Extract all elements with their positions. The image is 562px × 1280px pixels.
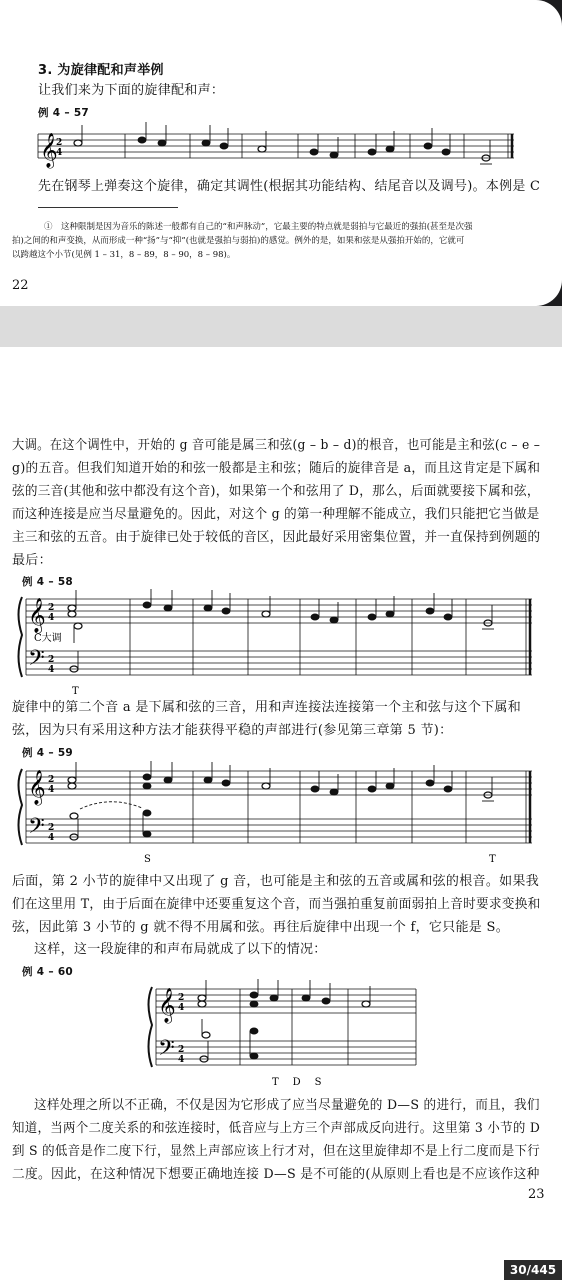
page-number: 23 <box>528 1187 545 1202</box>
function-label: T <box>489 854 496 865</box>
svg-text:4: 4 <box>48 613 55 623</box>
page-22 <box>0 0 562 306</box>
text-line: 这样处理之所以不正确，不仅是因为它形成了应当尽量避免的 D—S 的进行，而且，我们 <box>34 1098 540 1113</box>
section-heading: 3. 为旋律配和声举例 <box>38 63 164 78</box>
svg-text:4: 4 <box>56 148 63 158</box>
treble-clef-icon: 𝄞 <box>158 988 176 1023</box>
page-number: 22 <box>12 278 29 293</box>
svg-text:2: 2 <box>178 993 185 1003</box>
svg-text:2: 2 <box>48 655 55 665</box>
function-label: S <box>144 854 151 865</box>
svg-text:4: 4 <box>178 1055 185 1065</box>
text-line: 弦，因为只有采用这种方法才能获得平稳的声部进行(参见第三章第 5 节)： <box>12 723 453 738</box>
svg-text:4: 4 <box>178 1003 185 1013</box>
paragraph-key-analysis: 先在钢琴上弹奏这个旋律，确定其调性(根据其功能结构、结尾音以及调号)。本例是 C <box>38 179 541 194</box>
footnote-divider <box>38 207 178 208</box>
text-line: 这样，这一段旋律的和声布局就成了以下的情况： <box>34 942 327 957</box>
svg-text:2: 2 <box>56 138 63 148</box>
example-4-60-score <box>140 979 422 1091</box>
page-23 <box>0 347 562 1280</box>
text-line: 旋律中的第二个音 a 是下属和弦的三音，用和声连接法连接第一个主和弦与这个下属和 <box>12 700 522 715</box>
text-line: 而这种连接是应当尽量避免的。因此，对这个 g 的第一种理解不能成立，我们只能把它当做是 <box>12 507 540 522</box>
svg-text:2: 2 <box>48 823 55 833</box>
treble-clef-icon: 𝄞 <box>28 598 46 633</box>
treble-clef-icon: 𝄞 <box>40 133 58 168</box>
example-4-60-label: 例 4 – 60 <box>22 966 74 978</box>
text-line: 们在这里用 T，由于后面在旋律中还要重复这个音，而当强拍重复前面弱拍上音时要求变换和 <box>12 897 541 912</box>
text-line: 弦，因此第 3 小节的 g 就不得不用属和弦。再往后旋律中出现一个 f，它只能是 S。 <box>12 920 510 935</box>
footnote-line: 以跨越这个小节(见例 1 – 31，8 – 89，8 – 90，8 – 98)。 <box>12 250 236 260</box>
treble-clef-icon: 𝄞 <box>28 770 46 805</box>
svg-text:4: 4 <box>48 785 55 795</box>
page-counter: 30/445 <box>504 1260 562 1280</box>
text-line: 后面，第 2 小节的旋律中又出现了 g 音，也可能是主和弦的五音或属和弦的根音。如果我 <box>12 874 540 889</box>
text-line: 二度。因此，在这种情况下想要正确地连接 D—S 是不可能的(从原则上看也是不应该作这种 <box>12 1167 540 1182</box>
intro-text: 让我们来为下面的旋律配和声： <box>38 83 225 98</box>
svg-text:4: 4 <box>48 665 55 675</box>
example-4-58-label: 例 4 – 58 <box>22 576 74 588</box>
text-line: 主三和弦的五音。由于旋律已处于较低的音区，因此最好采用密集位置，并一直保持到例题的 <box>12 530 541 545</box>
svg-text:2: 2 <box>178 1045 185 1055</box>
svg-text:2: 2 <box>48 603 55 613</box>
function-label: T D S <box>272 1077 324 1088</box>
page-separator <box>0 306 562 347</box>
example-4-59-score <box>10 761 540 865</box>
bass-clef-icon: 𝄢 <box>28 814 45 844</box>
text-line: 知道，当两个二度关系的和弦连接时，低音应与上方三个声部成反向进行。这里第 3 小节的 D <box>12 1121 541 1136</box>
text-line: 大调。在这个调性中，开始的 g 音可能是属三和弦(g – b – d)的根音，也可能是主和弦(c – e – <box>12 438 541 453</box>
footnote-line: ① 这种限制是因为音乐的陈述一般都有自己的“和声脉动”，它最主要的特点就是弱拍与它最近的强拍(甚至是次强 <box>44 222 473 232</box>
text-line: 到 S 的低音是作二度下行，显然上声部应该上行才对，但在这里旋律却不是上行二度而是下行 <box>12 1144 541 1159</box>
bass-clef-icon: 𝄢 <box>158 1036 175 1066</box>
example-4-57-score <box>30 122 520 170</box>
bass-clef-icon: 𝄢 <box>28 646 45 676</box>
svg-text:4: 4 <box>48 833 55 843</box>
example-4-58-score <box>10 589 540 697</box>
text-line: 弦的三音(其他和弦中都没有这个音)，如果第一个和弦用了 D，那么，后面就要接下属和弦， <box>12 484 540 499</box>
footnote-line: 拍)之间的和声变换，从而形成一种“扬”与“抑”(也就是强拍与弱拍)的感觉。例外的是，如果和弦是从强拍开始的，它就可 <box>12 236 465 246</box>
example-4-57-label: 例 4 – 57 <box>38 107 90 119</box>
text-line: g)的五音。但我们知道开始的和弦一般都是主和弦；随后的旋律音是 a，而且这肯定是下属和 <box>12 461 541 476</box>
svg-text:2: 2 <box>48 775 55 785</box>
key-label: C大调 <box>34 633 62 644</box>
example-4-59-label: 例 4 – 59 <box>22 747 74 759</box>
function-label: T <box>72 686 79 697</box>
text-line: 最后： <box>12 553 52 568</box>
